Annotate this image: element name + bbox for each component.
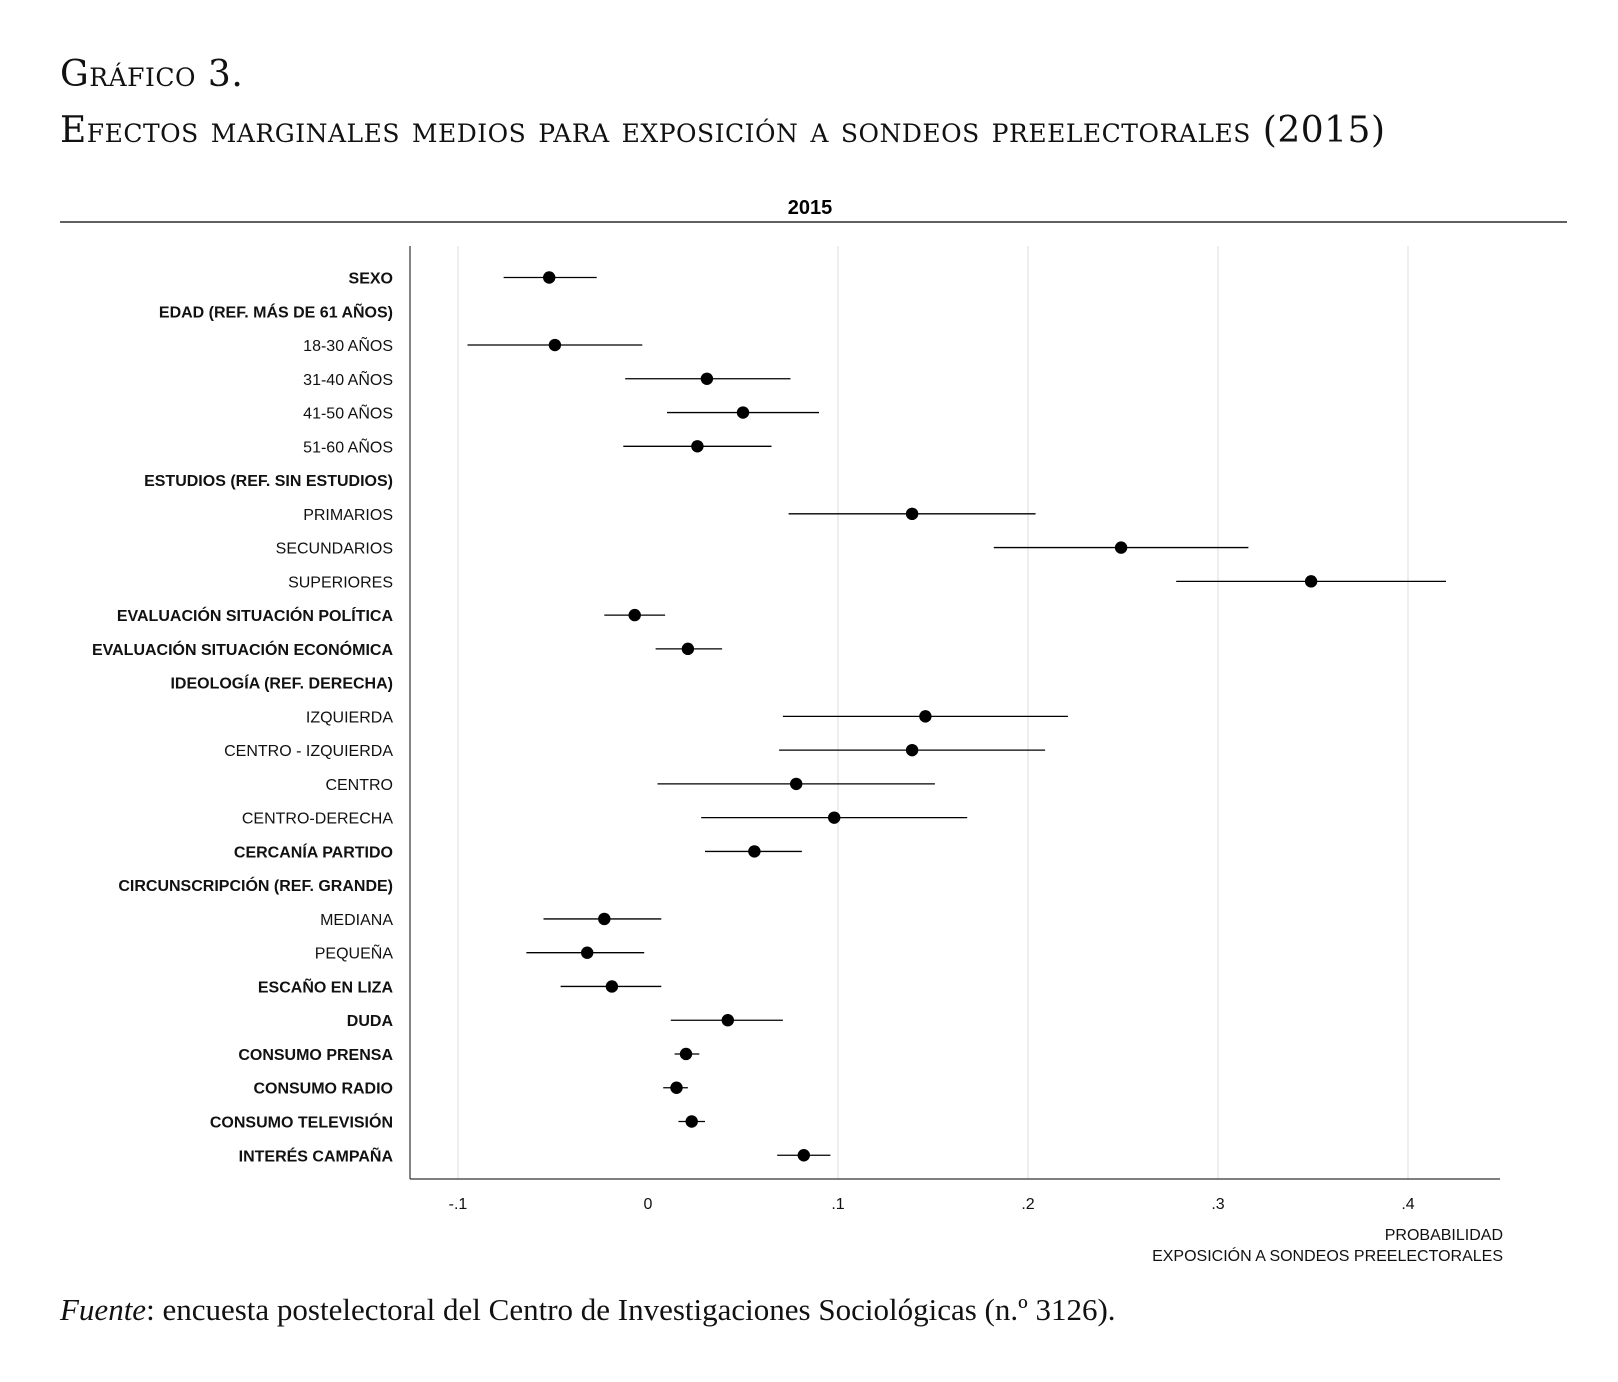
point-estimate: [737, 406, 749, 418]
source-note: [60, 1292, 1116, 1328]
point-estimate: [691, 440, 703, 452]
coef-row: [288, 574, 1446, 591]
point-estimate: [549, 339, 561, 351]
row-label: SECUNDARIOS: [275, 540, 393, 558]
x-tick-label: .1: [831, 1196, 845, 1213]
row-label: ESTUDIOS (REF. SIN ESTUDIOS): [144, 473, 393, 491]
point-estimate: [828, 811, 840, 823]
coef-row: [118, 876, 393, 895]
point-estimate: [1305, 575, 1317, 587]
coef-row: [210, 1113, 705, 1132]
row-label: IZQUIERDA: [305, 709, 393, 727]
point-estimate: [581, 947, 593, 959]
coef-row: [253, 1081, 687, 1098]
figure-title: Efectos marginales medios para exposición a sondeos preelectorales (2015): [60, 110, 1386, 151]
row-label: 41-50 AÑOS: [303, 405, 393, 423]
coef-row: [144, 473, 393, 490]
coef-row: [303, 335, 642, 355]
coef-row: [224, 743, 1045, 760]
coef-row: [117, 606, 665, 625]
row-label: IDEOLOGÍA (REF. DERECHA): [170, 675, 393, 693]
coef-row: [239, 1145, 831, 1165]
row-layer: [92, 271, 1446, 1166]
row-label: DUDA: [346, 1013, 393, 1031]
row-label: EDAD (REF. MÁS DE 61 AÑOS): [158, 304, 393, 322]
row-label: PEQUEÑA: [314, 945, 393, 963]
row-label: 51-60 AÑOS: [303, 439, 393, 457]
source-label: Fuente: [60, 1292, 147, 1327]
x-tick-layer: [449, 1196, 1415, 1213]
x-tick-label: .2: [1021, 1196, 1035, 1213]
point-estimate: [682, 643, 694, 655]
row-label: CONSUMO RADIO: [253, 1080, 393, 1098]
row-label: CENTRO - IZQUIERDA: [224, 743, 393, 761]
figure-label: Gráfico 3.: [60, 54, 244, 95]
row-label: SEXO: [348, 270, 393, 288]
coef-row: [92, 640, 722, 659]
row-label: EVALUACIÓN SITUACIÓN ECONÓMICA: [91, 641, 393, 659]
point-estimate: [919, 710, 931, 722]
coef-row: [347, 1013, 783, 1030]
row-label: ESCAÑO EN LIZA: [257, 979, 393, 997]
coef-row: [315, 943, 644, 963]
source-text: : encuesta postelectoral del Centro de Investigaciones Sociológicas (n.º 3126).: [146, 1292, 1116, 1327]
point-estimate: [598, 913, 610, 925]
coef-row: [303, 436, 771, 456]
coef-row: [159, 301, 393, 321]
grid-layer: [458, 246, 1408, 1179]
coef-row: [242, 811, 967, 828]
row-label: 18-30 AÑOS: [303, 338, 393, 356]
coef-row: [258, 976, 661, 996]
coef-row: [276, 541, 1249, 558]
chart-title: 2015: [787, 197, 833, 219]
row-label: PRIMARIOS: [303, 506, 393, 524]
point-estimate: [722, 1014, 734, 1026]
point-estimate: [686, 1115, 698, 1127]
point-estimate: [670, 1082, 682, 1094]
x-tick-label: .4: [1401, 1196, 1415, 1213]
coef-row: [320, 912, 661, 929]
row-label: CERCANÍA PARTIDO: [233, 844, 393, 862]
point-estimate: [748, 845, 760, 857]
x-tick-label: .3: [1211, 1196, 1225, 1213]
coef-row: [349, 271, 597, 288]
point-estimate: [543, 271, 555, 283]
point-estimate: [680, 1048, 692, 1060]
point-estimate: [798, 1149, 810, 1161]
x-axis-label-line2: EXPOSICIÓN A SONDEOS PREELECTORALES: [1152, 1248, 1503, 1265]
coef-row: [238, 1047, 699, 1064]
x-tick-label: -.1: [448, 1196, 468, 1213]
point-estimate: [701, 373, 713, 385]
point-estimate: [606, 980, 618, 992]
coef-row: [303, 403, 819, 423]
row-label: CIRCUNSCRIPCIÓN (REF. GRANDE): [118, 878, 393, 896]
point-estimate: [906, 744, 918, 756]
x-axis-label-line1: PROBABILIDAD: [1384, 1227, 1503, 1244]
row-label: EVALUACIÓN SITUACIÓN POLÍTICA: [116, 608, 393, 626]
row-label: MEDIANA: [320, 911, 393, 929]
point-estimate: [629, 609, 641, 621]
coef-row: [303, 507, 1035, 524]
point-estimate: [1115, 541, 1127, 553]
row-label: CENTRO: [325, 776, 393, 794]
row-label: SUPERIORES: [288, 574, 393, 592]
x-tick-label: 0: [643, 1196, 653, 1213]
coef-row: [170, 674, 393, 693]
point-estimate: [906, 508, 918, 520]
coef-row: [306, 709, 1068, 726]
coef-row: [325, 777, 934, 794]
row-label: CONSUMO PRENSA: [238, 1046, 393, 1064]
row-label: INTERÉS CAMPAÑA: [238, 1148, 393, 1166]
row-label: 31-40 AÑOS: [303, 371, 393, 389]
coef-row: [303, 369, 790, 389]
row-label: CONSUMO TELEVISIÓN: [209, 1114, 393, 1132]
point-estimate: [790, 778, 802, 790]
row-label: CENTRO-DERECHA: [241, 810, 393, 828]
coef-row: [234, 842, 802, 861]
